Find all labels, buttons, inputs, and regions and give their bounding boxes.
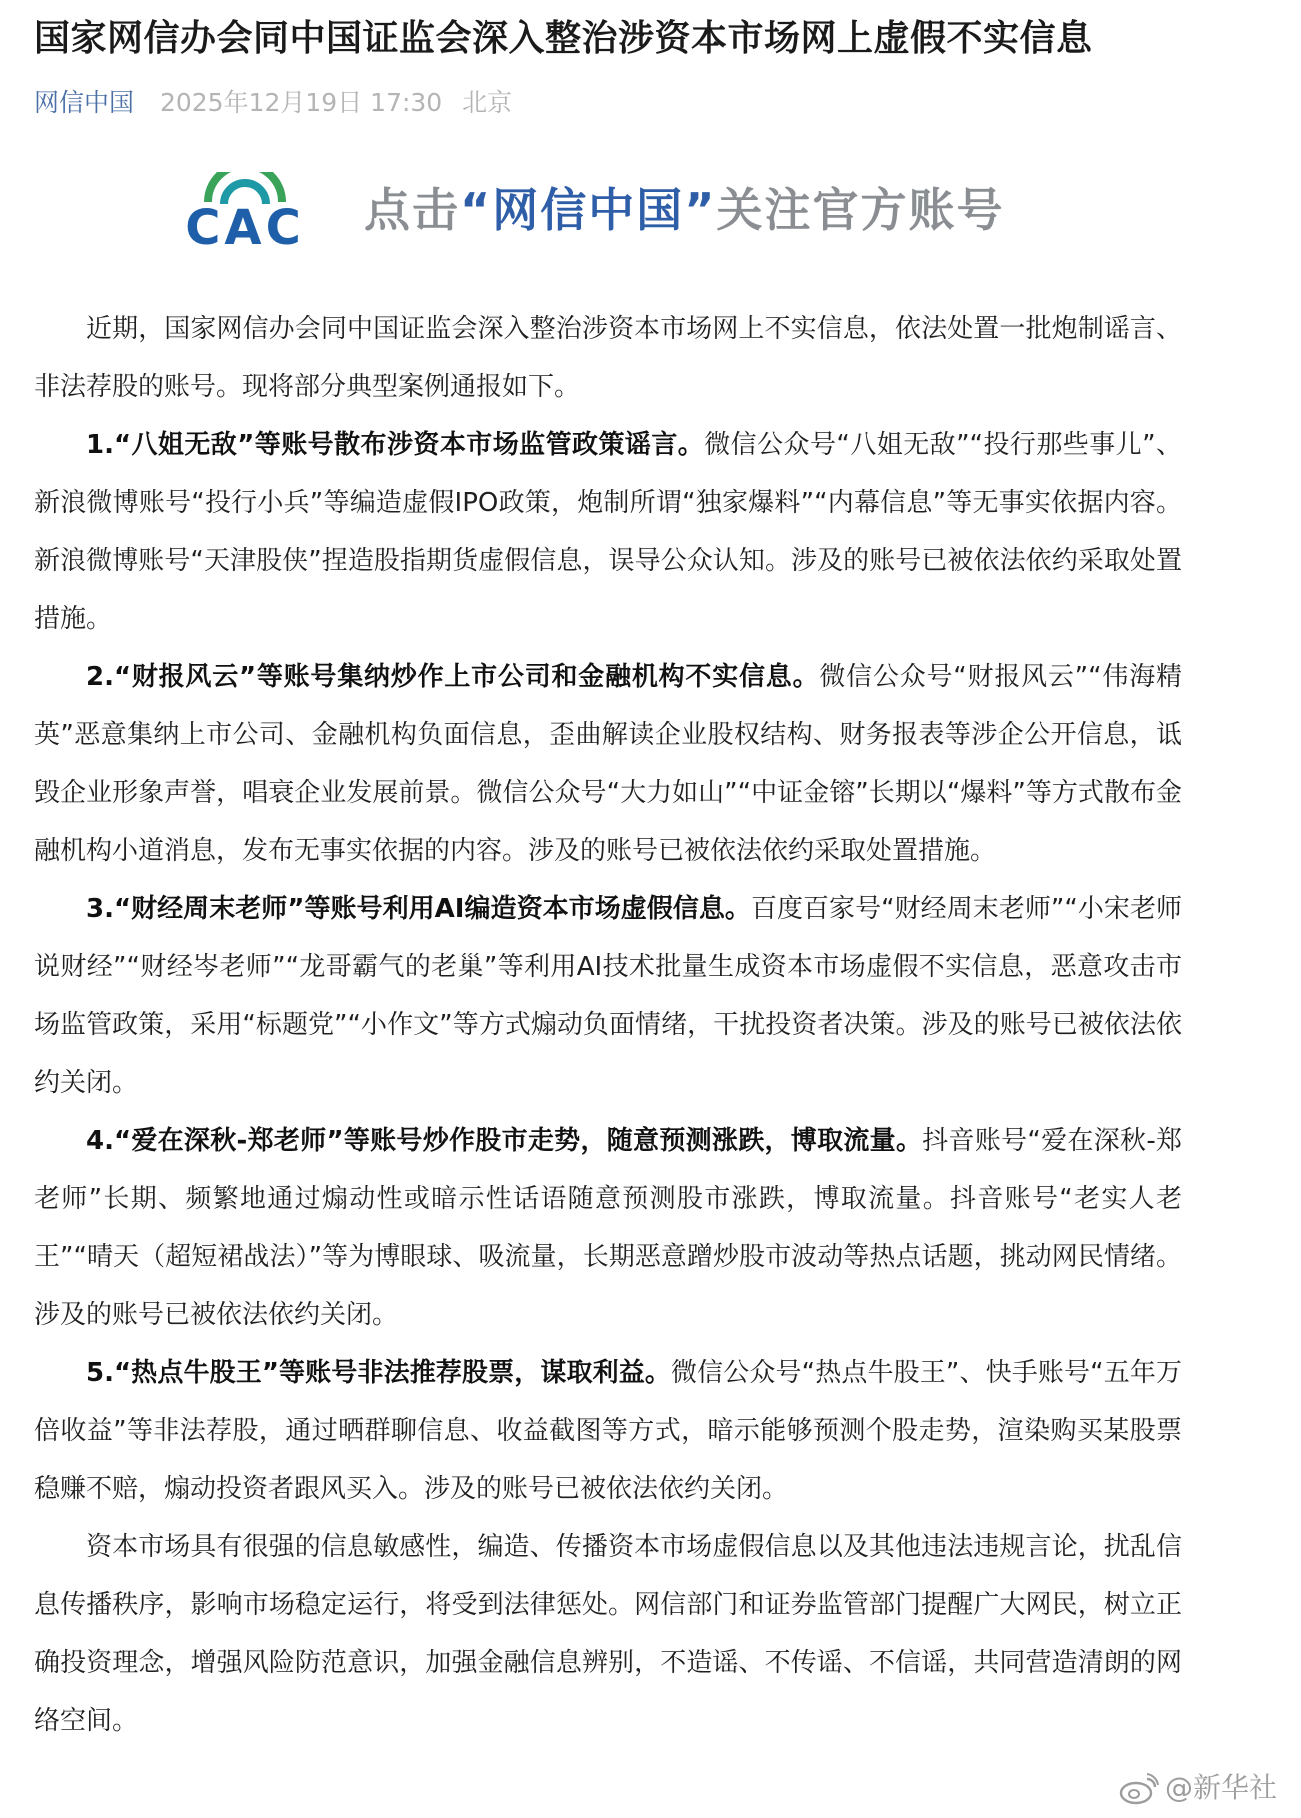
cac-logo-text: CAC: [185, 200, 305, 248]
publish-location: 北京: [462, 88, 513, 117]
paragraph: [34, 880, 1182, 1112]
paragraph: [34, 1112, 1182, 1344]
follow-banner-text: [364, 180, 1004, 240]
paragraph-lead: 4.“爱在深秋-郑老师”等账号炒作股市走势，随意预测涨跌，博取流量。: [86, 1126, 923, 1156]
banner-account: “网信中国”: [460, 183, 717, 237]
paragraph-text: 近期，国家网信办会同中国证监会深入整治涉资本市场网上不实信息，依法处置一批炮制谣言、非法荐股的账号。现将部分典型案例通报如下。: [34, 314, 1182, 402]
paragraph: [34, 1518, 1182, 1750]
banner-prefix: 点击: [364, 183, 460, 237]
paragraph-text: 微信公众号“热点牛股王”、快手账号“五年万倍收益”等非法荐股，通过晒群聊信息、收益截图等方式，暗示能够预测个股走势，渲染购买某股票稳赚不赔，煽动投资者跟风买入。涉及的账号已被依法依约关闭。: [34, 1358, 1182, 1504]
paragraph-lead: 5.“热点牛股王”等账号非法推荐股票，谋取利益。: [86, 1358, 671, 1388]
banner-suffix: 关注官方账号: [716, 183, 1005, 237]
paragraph-text: 资本市场具有很强的信息敏感性，编造、传播资本市场虚假信息以及其他违法违规言论，扰乱信息传播秩序，影响市场稳定运行，将受到法律惩处。网信部门和证券监管部门提醒广大网民，树立正确投资理念，增强风险防范意识，加强金融信息辨别，不造谣、不传谣、不信谣，共同营造清朗的网络空间。: [34, 1532, 1182, 1736]
article-meta: [34, 86, 1182, 120]
paragraph: [34, 1344, 1182, 1518]
follow-banner[interactable]: [34, 162, 1182, 282]
paragraph-text: 抖音账号“爱在深秋-郑老师”长期、频繁地通过煽动性或暗示性话语随意预测股市涨跌，博取流量。抖音账号“老实人老王”“晴天（超短裙战法）”等为博眼球、吸流量，长期恶意蹭炒股市波动等热点话题，挑动网民情绪。涉及的账号已被依法依约关闭。: [34, 1126, 1182, 1330]
cac-logo: [152, 172, 338, 248]
paragraph-lead: 1.“八姐无敌”等账号散布涉资本市场监管政策谣言。: [86, 430, 705, 460]
publish-date: 2025年12月19日 17:30: [159, 88, 443, 117]
paragraph-lead: 3.“财经周末老师”等账号利用AI编造资本市场虚假信息。: [86, 894, 751, 924]
paragraph-lead: 2.“财报风云”等账号集纳炒作上市公司和金融机构不实信息。: [86, 662, 820, 692]
paragraph-text: 微信公众号“财报风云”“伟海精英”恶意集纳上市公司、金融机构负面信息，歪曲解读企业股权结构、财务报表等涉企公开信息，诋毁企业形象声誉，唱衰企业发展前景。微信公众号“大力如山”“中证金镕”长期以“爆料”等方式散布金融机构小道消息，发布无事实依据的内容。涉及的账号已被依法依约采取处置措施。: [34, 662, 1182, 866]
paragraph: [34, 416, 1182, 648]
source-link[interactable]: 网信中国: [34, 88, 135, 117]
article-title: 国家网信办会同中国证监会深入整治涉资本市场网上虚假不实信息: [34, 18, 1093, 59]
article: [34, 0, 1182, 1750]
paragraph-text: 微信公众号“八姐无敌”“投行那些事儿”、新浪微博账号“投行小兵”等编造虚假IPO政策，炮制所谓“独家爆料”“内幕信息”等无事实依据内容。新浪微博账号“天津股侠”捏造股指期货虚假信息，误导公众认知。涉及的账号已被依法依约采取处置措施。: [34, 430, 1182, 634]
watermark-text: @新华社: [1164, 1771, 1277, 1804]
article-body: [34, 300, 1182, 1750]
paragraph: [34, 300, 1182, 416]
paragraph-text: 百度百家号“财经周末老师”“小宋老师说财经”“财经岑老师”“龙哥霸气的老巢”等利用AI技术批量生成资本市场虚假不实信息，恶意攻击市场监管政策，采用“标题党”“小作文”等方式煽动负面情绪，干扰投资者决策。涉及的账号已被依法依约关闭。: [34, 894, 1182, 1098]
paragraph: [34, 648, 1182, 880]
watermark: [1119, 1768, 1277, 1808]
weibo-icon: [1119, 1773, 1159, 1805]
